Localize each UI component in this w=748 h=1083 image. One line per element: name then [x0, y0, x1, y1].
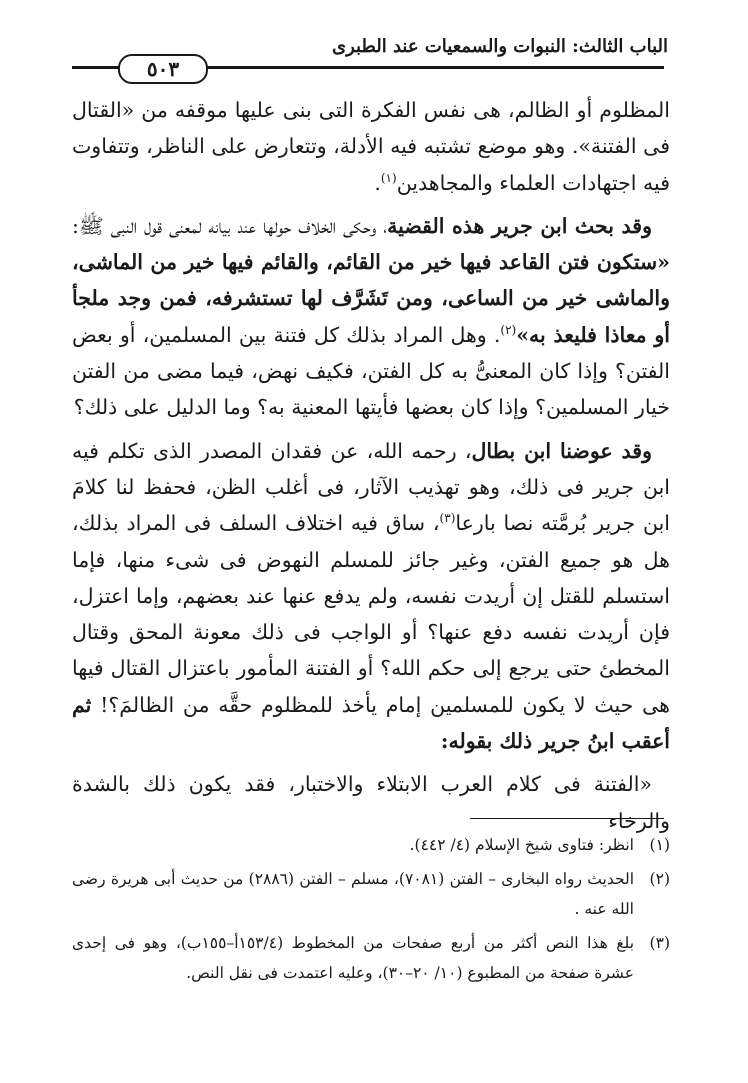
- hadith-quote: «ستكون فتن القاعد فيها خير من القائم، والقائم فيها خير من الماشى، والماشى خير من الساعى، ومن تَشَرَّف لها تستشرفه، فمن وجد ملجأ أو معاذا فليعذ به»: [72, 250, 670, 347]
- footnote-ref-3: (٣): [439, 511, 456, 526]
- paragraph-2-text-a: ، وحكى الخلاف حولها عند بيانه لمعنى قول النبى ﷺ:: [72, 213, 388, 238]
- footnote-number: (٣): [649, 934, 670, 952]
- paragraph-1: [72, 92, 670, 201]
- paragraph-1-end: .: [374, 170, 381, 195]
- footnote-text: الحديث رواه البخارى – الفتن (٧٠٨١)، مسلم – الفتن (٢٨٨٦) من حديث أبى هريرة رضى الله عنه .: [72, 870, 635, 918]
- footnote-ref-1: (١): [380, 170, 397, 185]
- body-text: [72, 92, 670, 846]
- footnote-text: بلغ هذا النص أكثر من أربع صفحات من المخطوط (١٥٣/٤أ–١٥٥ب)، وهو فى إحدى عشرة صفحة من المطبوع (١٠/ ٢٠–٣٠)، وعليه اعتمدت فى نقل النص.: [72, 934, 635, 982]
- footnote-2: [72, 864, 670, 924]
- footnote-3: [72, 928, 670, 988]
- footnote-number: (١): [649, 836, 670, 854]
- paragraph-3-bold-end: ثم أعقب ابنُ جرير ذلك بقوله:: [72, 692, 670, 754]
- footnote-1: [72, 830, 670, 860]
- paragraph-2: [72, 208, 670, 426]
- footnote-number: (٢): [649, 870, 670, 888]
- paragraph-4-text: «الفتنة فى كلام العرب الابتلاء والاختبار، فقد يكون ذلك بالشدة والرخاء: [72, 772, 670, 833]
- footnote-ref-2: (٢): [500, 322, 517, 337]
- paragraph-2-text-b: . وهل المراد بذلك كل فتنة بين المسلمين، أو بعض الفتن؟ وإذا كان المعنىُّ به كل الفتن، فكيف نهض، فيما مضى من الفتن خيار المسلمين؟ وإذا كان بعضها فأيتها المعنية به؟ وما الدليل على ذلك؟: [72, 322, 670, 420]
- running-title: الباب الثالث: النبوات والسمعيات عند الطبرى: [332, 36, 668, 57]
- page-number: ٥٠٣: [118, 54, 208, 84]
- paragraph-3-text-b: ، ساق فيه اختلاف السلف فى المراد بذلك، هل هو جميع الفتن، وغير جائز للمسلم النهوض فى شىء منها، فإما استسلم للقتل إن أريدت نفسه، ولم يدفع عنها عند بعضهم، وإما اعتزل، فإن أريدت نفسه دفع عنها؟ أو الواجب فى ذلك معونة المحق وقتال المخطئ حتى يرجع إلى حكم الله؟ أو الفتنة المأمور باعتزال القتال فيها هى حيث لا يكون للمسلمين إمام يأخذ للمظلوم حقَّه من الظالمَ؟!: [72, 511, 670, 717]
- paragraph-3-bold-lead: وقد عوضنا ابن بطال: [471, 438, 652, 463]
- footnote-rule: [470, 818, 664, 819]
- paragraph-3: [72, 433, 670, 760]
- footnotes: [72, 830, 670, 992]
- paragraph-4: [72, 766, 670, 839]
- paragraph-1-text: المظلوم أو الظالم، هى نفس الفكرة التى بنى عليها موقفه من «القتال فى الفتنة». وهو موضع تشتبه فيه الأدلة، وتتعارض على الناظر، وتتفاوت فيه اجتهادات العلماء والمجاهدين: [72, 98, 670, 195]
- footnote-text: انظر: فتاوى شيخ الإسلام (٤/ ٤٤٢).: [409, 836, 634, 854]
- paragraph-3-text-a: ، رحمه الله، عن فقدان المصدر الذى تكلم فيه ابن جرير فى ذلك، وهو تهذيب الآثار، فى أغلب الظن، فحفظ لنا كلامَ ابن جرير بُرمَّته نصا بارعا: [72, 438, 670, 536]
- paragraph-2-bold-lead: وقد بحث ابن جرير هذه القضية: [387, 213, 652, 238]
